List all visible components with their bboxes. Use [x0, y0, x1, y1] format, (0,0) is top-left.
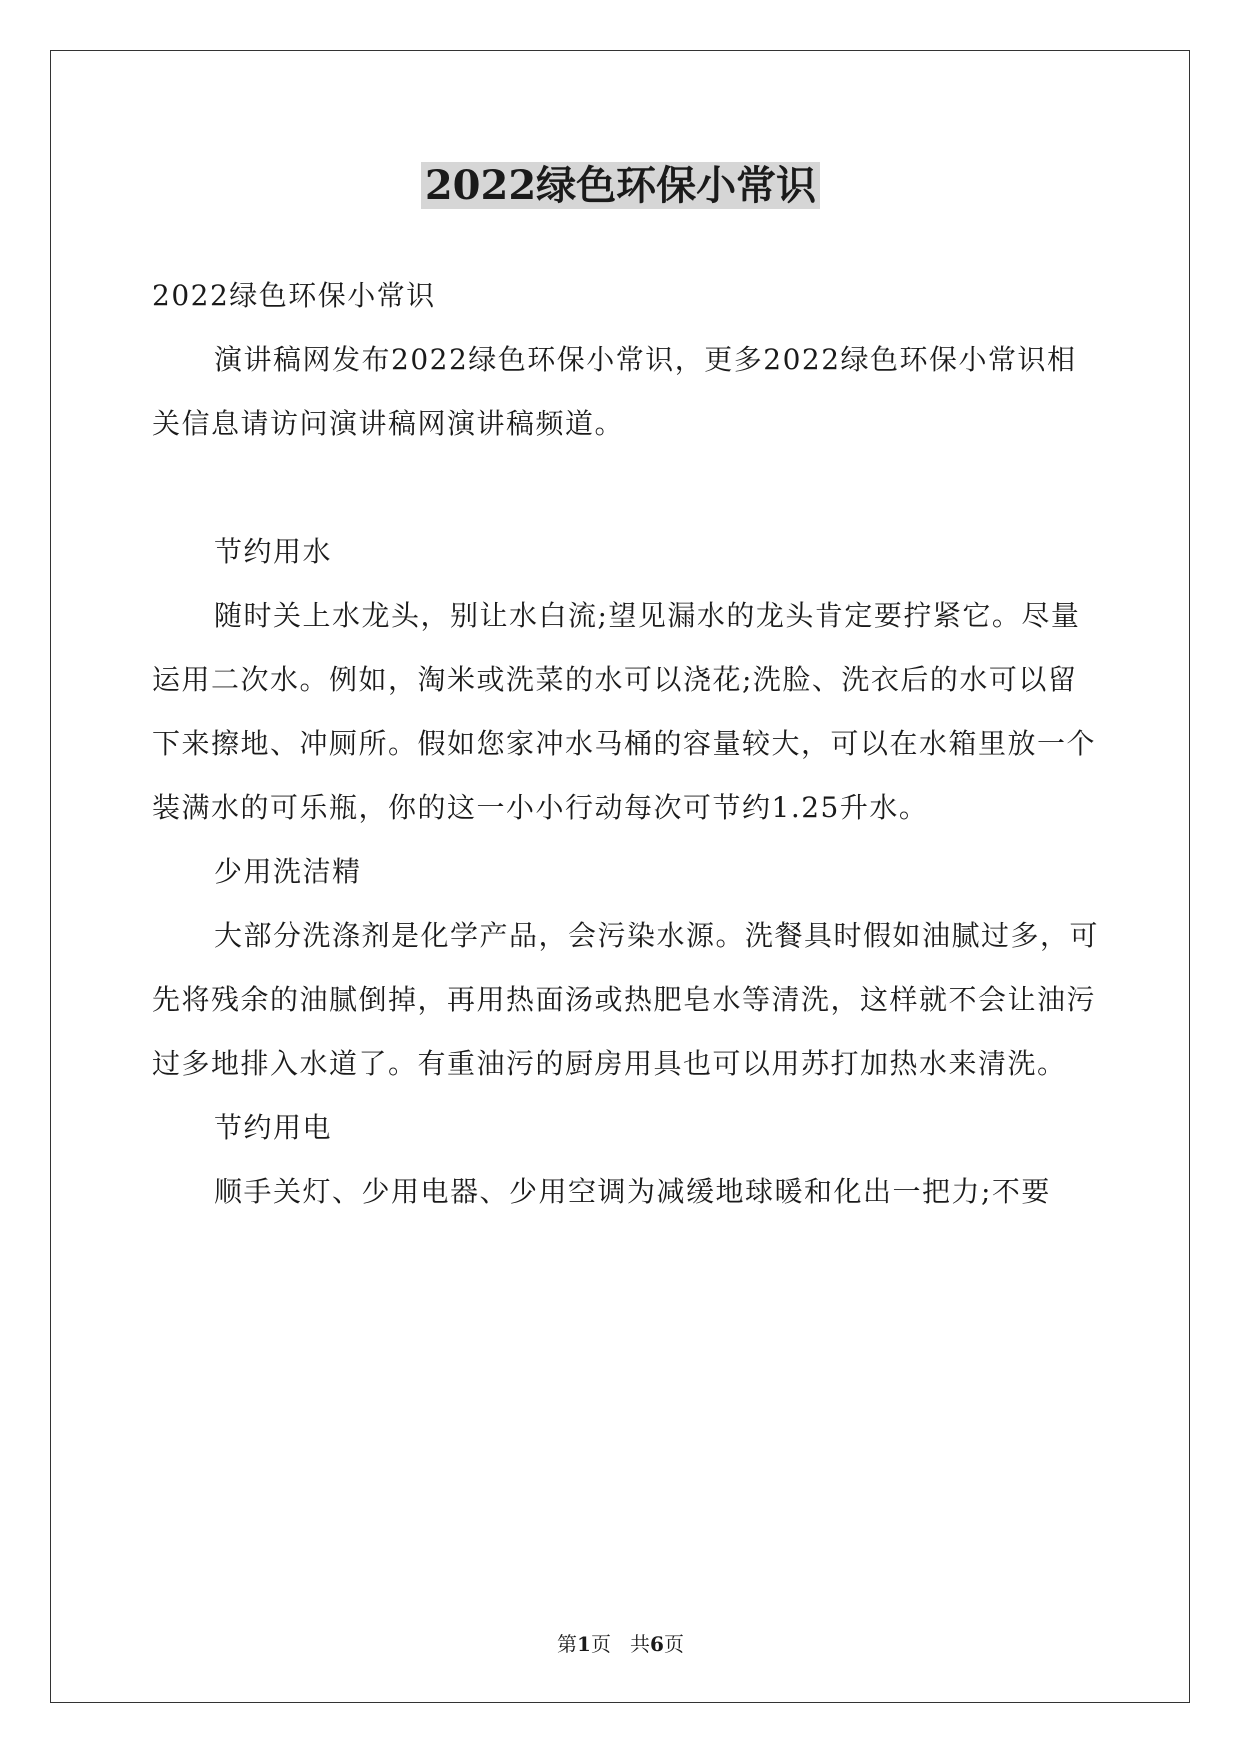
- document-subtitle: 2022绿色环保小常识: [152, 279, 436, 312]
- section-body-detergent: 大部分洗涤剂是化学产品，会污染水源。洗餐具时假如油腻过多，可先将残余的油腻倒掉，再用热面汤或热肥皂水等清洗，这样就不会让油污过多地排入水道了。有重油污的厨房用具也可以用苏打加热水来清洗。: [152, 919, 1100, 1080]
- page-prefix: 第: [557, 1632, 578, 1656]
- document-body: [152, 264, 1102, 1224]
- paragraph-spacer: [152, 456, 1102, 520]
- total-suffix: 页: [663, 1632, 684, 1656]
- page-number: 1: [577, 1632, 591, 1656]
- section-heading-electricity: 节约用电: [214, 1111, 333, 1144]
- total-pages: 6: [650, 1632, 664, 1656]
- section-heading-water: 节约用水: [214, 535, 333, 568]
- section-body-electricity: 顺手关灯、少用电器、少用空调为减缓地球暖和化出一把力;不要: [214, 1175, 1051, 1208]
- section-body-water: 随时关上水龙头，别让水白流;望见漏水的龙头肯定要拧紧它。尽量运用二次水。例如，淘米或洗菜的水可以浇花;洗脸、洗衣后的水可以留下来擦地、冲厕所。假如您家冲水马桶的容量较大，可以在水箱里放一个装满水的可乐瓶，你的这一小小行动每次可节约1.25升水。: [152, 599, 1097, 824]
- document-title-text: 2022绿色环保小常识: [421, 162, 820, 209]
- section-heading-detergent: 少用洗洁精: [214, 855, 362, 888]
- document-title: [0, 160, 1241, 212]
- page-suffix: 页: [590, 1632, 611, 1656]
- total-prefix: 共: [630, 1632, 651, 1656]
- page-footer: [0, 1630, 1241, 1658]
- intro-paragraph: 演讲稿网发布2022绿色环保小常识，更多2022绿色环保小常识相关信息请访问演讲稿网演讲稿频道。: [152, 343, 1077, 440]
